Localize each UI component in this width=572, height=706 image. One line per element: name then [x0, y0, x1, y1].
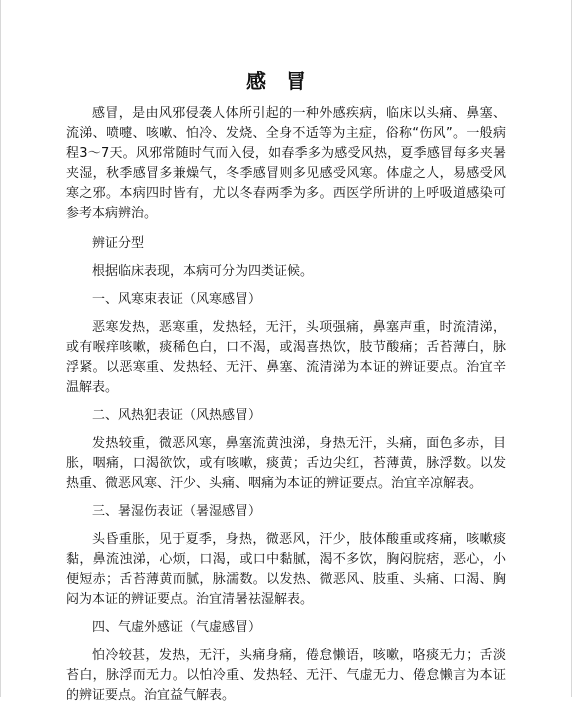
section-heading: 辨证分型	[92, 236, 145, 251]
intro-paragraph: 感冒，是由风邪侵袭人体所引起的一种外感疾病，临床以头痛、鼻塞、流涕、喷嚏、咳嗽、怕冷、发烧、全身不适等为主症，俗称“伤风”。一般病程3～7天。风邪常随时气而入侵，如春季多为感受风热，夏季感冒每多夹暑夹湿，秋季感冒多兼燥气，冬季感冒则多见感受风寒。体虚之人，易感受风寒之邪。本病四时皆有，尤以冬春两季为多。西医学所讲的上呼吸道感染可参考本病辨治。	[66, 106, 506, 221]
type-3-heading: 三、暑湿伤表证（暑湿感冒）	[92, 504, 262, 519]
section-intro: 根据临床表现，本病可分为四类证候。	[92, 264, 314, 279]
type-1-body: 恶寒发热，恶寒重，发热轻，无汗，头项强痛，鼻塞声重，时流清涕，或有喉痒咳嗽，痰稀色白，口不渴，或渴喜热饮，肢节酸痛；舌苔薄白，脉浮紧。以恶寒重、发热轻、无汗、鼻塞、流清涕为本证的辨证要点。治宜辛温解表。	[66, 320, 506, 395]
type-4-body: 怕冷较甚，发热，无汗，头痛身痛，倦怠懒语，咳嗽，咯痰无力；舌淡苔白，脉浮而无力。以怕冷重、发热轻、无汗、气虚无力、倦怠懒言为本证的辨证要点。治宜益气解表。	[66, 648, 506, 703]
type-4-heading: 四、气虚外感证（气虚感冒）	[92, 620, 262, 635]
document-body	[66, 104, 506, 706]
type-1-heading: 一、风寒束表证（风寒感冒）	[92, 292, 262, 307]
document-title: 感冒	[246, 69, 326, 93]
type-2-heading: 二、风热犯表证（风热感冒）	[92, 408, 262, 423]
page-left-edge	[0, 0, 1, 697]
type-3-body: 头昏重胀，见于夏季，身热，微恶风，汗少，肢体酸重或疼痛，咳嗽痰黏，鼻流浊涕，心烦，口渴，或口中黏腻，渴不多饮，胸闷脘痞，恶心，小便短赤；舌苔薄黄而腻，脉濡数。以发热、微恶风、肢重、头痛、口渴、胸闷为本证的辨证要点。治宜清暑祛湿解表。	[66, 532, 506, 607]
type-2-body: 发热较重，微恶风寒，鼻塞流黄浊涕，身热无汗，头痛，面色多赤，目胀，咽痛，口渴欲饮，或有咳嗽，痰黄；舌边尖红，苔薄黄，脉浮数。以发热重、微恶风寒、汗少、头痛、咽痛为本证的辨证要点。治宜辛凉解表。	[66, 436, 506, 491]
